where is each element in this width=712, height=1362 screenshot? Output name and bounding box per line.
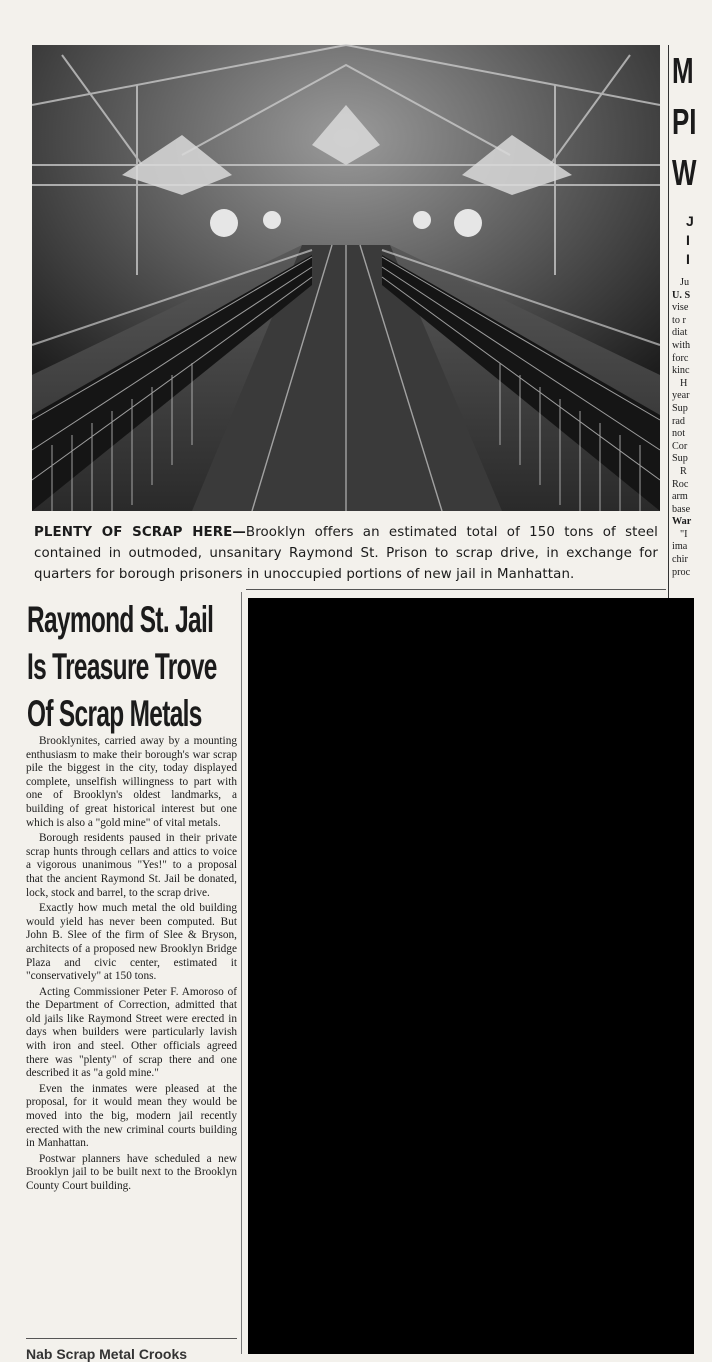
adjacent-line: Sup: [672, 402, 688, 414]
article-headline: [27, 596, 225, 737]
adjacent-line: Cor: [672, 440, 688, 452]
prison-cellblock-photo: [32, 45, 660, 511]
photo-caption: [34, 522, 658, 585]
redacted-region: [248, 598, 694, 1354]
adjacent-line: Ju: [680, 277, 690, 288]
article-paragraph: Acting Commissioner Peter F. Amoroso of the Department of Correction, admitted that old jails like Raymond Street were erected in days when builders were particularly lavish with iron and steel. Other officials agreed there was "plenty" of scrap there and one described it as "a gold mine.": [26, 985, 237, 1080]
adjacent-headline-line: PI: [672, 101, 697, 142]
adjacent-line: arm: [672, 491, 688, 503]
adjacent-line: U. S: [672, 289, 691, 301]
adjacent-line: ima: [672, 541, 688, 553]
photo-illustration: [32, 45, 660, 511]
adjacent-line: diat: [672, 327, 688, 339]
headline-line: Of Scrap Metals: [27, 693, 202, 734]
adjacent-headline-line: M: [672, 50, 694, 91]
adjacent-line: vise: [672, 302, 689, 314]
adjacent-deck-line: I: [686, 251, 690, 267]
article-paragraph: Exactly how much metal the old building would yield has never been computed. But John B. Slee of the firm of Slee & Bryson, architects of a proposed new Brooklyn Bridge Plaza and civic center, estimated it "conservatively" at 150 tons.: [26, 902, 237, 983]
adjacent-line: War: [672, 516, 692, 528]
caption-lead: PLENTY OF SCRAP HERE—: [34, 525, 246, 540]
adjacent-line: forc: [672, 352, 689, 364]
adjacent-line: base: [672, 503, 691, 515]
adjacent-article-column: [668, 45, 712, 625]
adjacent-line: kinc: [672, 365, 690, 377]
adjacent-line: Roc: [672, 478, 689, 490]
adjacent-line: proc: [672, 566, 691, 578]
adjacent-deck-line: J: [686, 213, 694, 229]
adjacent-line: rad: [672, 415, 686, 427]
adjacent-line: chir: [672, 554, 688, 566]
headline-line: Is Treasure Trove: [27, 646, 217, 687]
adjacent-body: [672, 277, 712, 579]
adjacent-line: to r: [672, 314, 686, 326]
caption-rule: [246, 589, 666, 590]
article-paragraph: Postwar planners have scheduled a new Brooklyn jail to be built next to the Brooklyn County Court building.: [26, 1152, 237, 1192]
adjacent-line: "I: [680, 528, 688, 540]
column-rule: [241, 592, 242, 1354]
adjacent-line: with: [672, 339, 691, 351]
article-body: [26, 735, 237, 1196]
adjacent-line: year: [672, 390, 690, 402]
adjacent-deck-line: I: [686, 232, 690, 248]
article-paragraph: Borough residents paused in their private scrap hunts through cellars and attics to voice a vigorous unanimous "Yes!" to a proposal that the ancient Raymond St. Jail be donated, lock, stock and barrel, to the scrap drive.: [26, 832, 237, 899]
article-end-rule: [26, 1338, 237, 1339]
adjacent-headline: [672, 45, 701, 198]
headline-line: Raymond St. Jail: [27, 599, 214, 640]
article-paragraph: Even the inmates were pleased at the proposal, for it would mean they would be moved into the big, modern jail recently erected with the new criminal courts building in Manhattan.: [26, 1082, 237, 1150]
caption-text: Brooklyn offers an estimated total of 150 tons of steel contained in outmoded, unsanitary Raymond St. Prison to scrap drive, in exchange for quarters for borough prisoners in unoccupied portions of new jail in Manhattan.: [34, 525, 658, 582]
adjacent-line: R: [680, 465, 687, 477]
article-paragraph: Brooklynites, carried away by a mounting enthusiasm to make their borough's war scrap pile the biggest in the city, today displayed complete, unselfish willingness to part with one of Brooklyn's oldest landmarks, a building of great historical interest but one which is also a "gold mine" of vital metals.: [26, 735, 237, 829]
adjacent-line: Sup: [672, 453, 688, 465]
next-article-headline: Nab Scrap Metal Crooks: [26, 1346, 188, 1362]
adjacent-line: H: [680, 377, 688, 389]
adjacent-deck: [672, 212, 712, 269]
adjacent-headline-line: W: [672, 152, 697, 193]
adjacent-line: not: [672, 428, 686, 440]
